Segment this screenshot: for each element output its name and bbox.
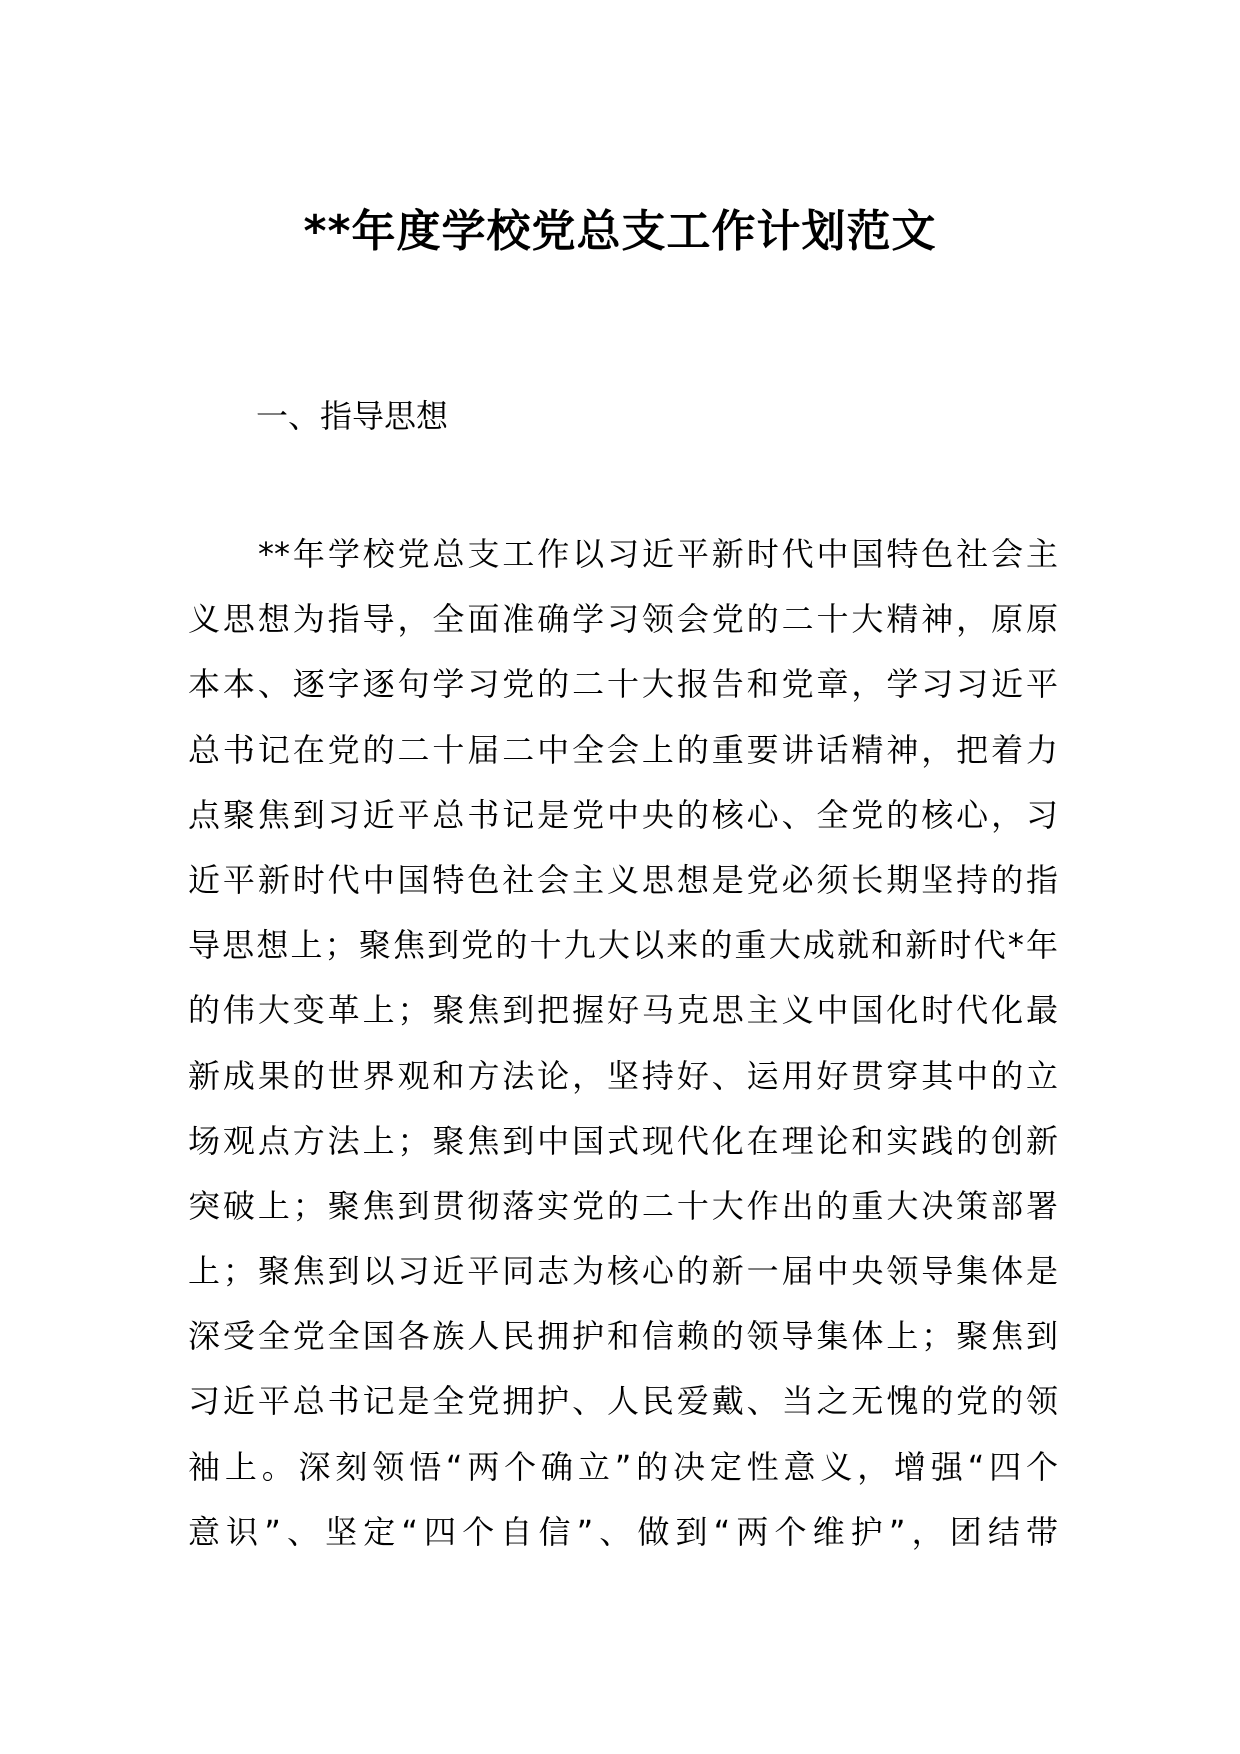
document-title: **年度学校党总支工作计划范文 xyxy=(303,206,937,257)
paragraph-line: 深受全党全国各族人民拥护和信赖的领导集体上；聚焦到 xyxy=(188,1317,1058,1356)
paragraph-line: 新成果的世界观和方法论，坚持好、运用好贯穿其中的立 xyxy=(188,1056,1058,1095)
paragraph-line: 意识”、坚定“四个自信”、做到“两个维护”，团结带 xyxy=(188,1512,1058,1551)
paragraph-line: 本本、逐字逐句学习党的二十大报告和党章，学习习近平 xyxy=(188,665,1058,704)
paragraph-line: 场观点方法上；聚焦到中国式现代化在理论和实践的创新 xyxy=(188,1121,1058,1160)
paragraph-line: 上；聚焦到以习近平同志为核心的新一届中央领导集体是 xyxy=(188,1252,1058,1291)
paragraph-line: 点聚焦到习近平总书记是党中央的核心、全党的核心，习 xyxy=(188,795,1058,834)
paragraph-line: 近平新时代中国特色社会主义思想是党必须长期坚持的指 xyxy=(188,860,1058,899)
paragraph-line: 导思想上；聚焦到党的十九大以来的重大成就和新时代*年 xyxy=(188,926,1058,965)
paragraph-line: 习近平总书记是全党拥护、人民爱戴、当之无愧的党的领 xyxy=(188,1382,1058,1421)
paragraph-line: 袖上。深刻领悟“两个确立”的决定性意义，增强“四个 xyxy=(188,1447,1058,1486)
paragraph-line: **年学校党总支工作以习近平新时代中国特色社会主 xyxy=(258,535,1058,573)
paragraph-line: 的伟大变革上；聚焦到把握好马克思主义中国化时代化最 xyxy=(188,991,1058,1030)
paragraph xyxy=(188,522,1058,1565)
paragraph-line: 总书记在党的二十届二中全会上的重要讲话精神，把着力 xyxy=(188,730,1058,769)
paragraph-line: 义思想为指导，全面准确学习领会党的二十大精神，原原 xyxy=(188,600,1058,639)
section-heading: 一、指导思想 xyxy=(256,397,449,435)
paragraph-line: 突破上；聚焦到贯彻落实党的二十大作出的重大决策部署 xyxy=(188,1186,1058,1225)
